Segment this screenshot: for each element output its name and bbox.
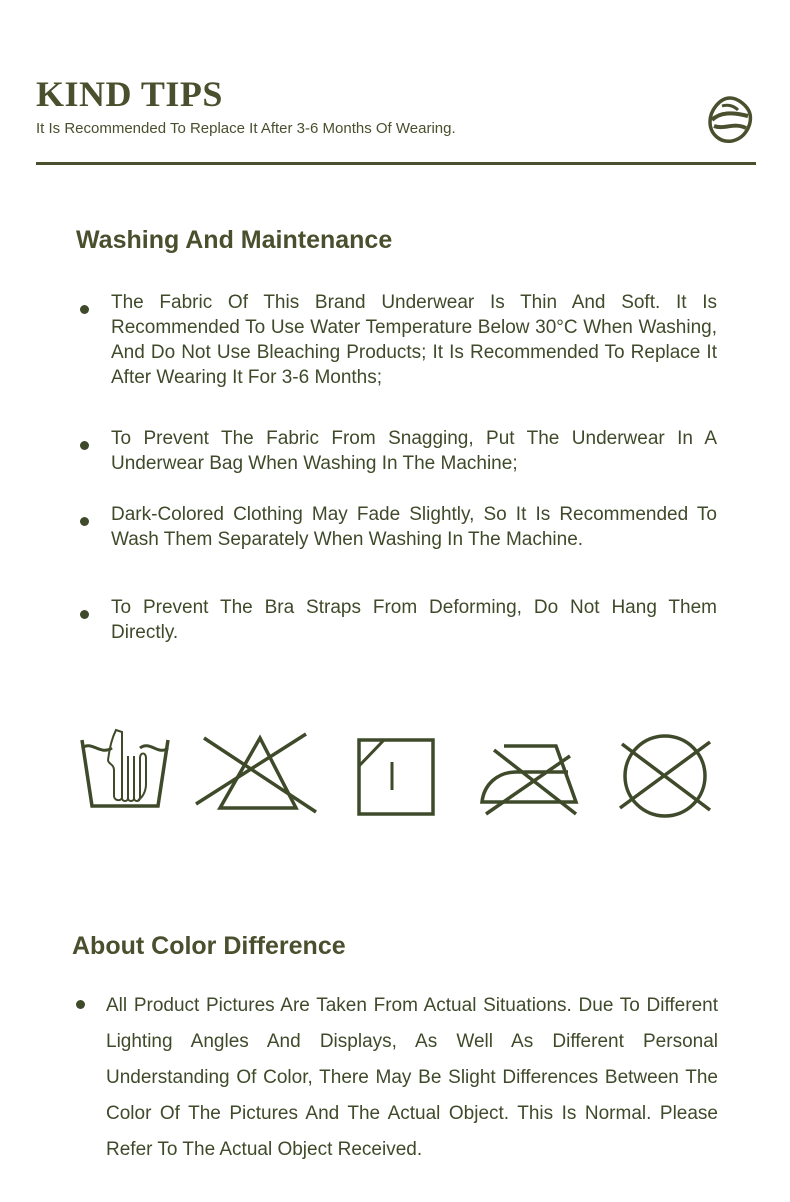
color-section-title: About Color Difference — [72, 932, 346, 960]
bullet-dot — [80, 610, 89, 619]
bullet-dot — [76, 1000, 85, 1009]
hand-wash-icon — [78, 726, 174, 814]
header-divider — [36, 162, 756, 165]
page-title: KIND TIPS — [36, 74, 223, 114]
do-not-dry-clean-icon — [616, 726, 714, 818]
bullet-dot — [80, 305, 89, 314]
care-icons-row — [78, 726, 718, 822]
list-item-text: To Prevent The Fabric From Snagging, Put The Underwear In A Underwear Bag When Washing In The Machine; — [111, 428, 717, 474]
list-item-text: To Prevent The Bra Straps From Deforming, Do Not Hang Them Directly. — [111, 597, 717, 643]
page-subtitle: It Is Recommended To Replace It After 3-6 Months Of Wearing. — [36, 120, 456, 137]
do-not-bleach-icon — [194, 726, 318, 816]
header — [36, 72, 756, 137]
drip-dry-icon — [356, 726, 436, 818]
do-not-iron-icon — [476, 726, 584, 818]
list-item-text: The Fabric Of This Brand Underwear Is Thin And Soft. It Is Recommended To Use Water Temperature Below 30°C When Washing, And Do Not Use Bleaching Products; It Is Recommended To Replace It After Wearing It For 3-6 Months; — [111, 292, 717, 388]
bullet-dot — [80, 517, 89, 526]
washing-section-title: Washing And Maintenance — [76, 226, 393, 254]
list-item-text: All Product Pictures Are Taken From Actual Situations. Due To Different Lighting Angles And Displays, As Well As Different Personal Understanding Of Color, There May Be Slight Differences Between The Color Of The Pictures And The Actual Object. This Is Normal. Please Refer To The Actual Object Received. — [106, 995, 718, 1160]
bullet-dot — [80, 441, 89, 450]
list-item-text: Dark-Colored Clothing May Fade Slightly, So It Is Recommended To Wash Them Separately When Washing In The Machine. — [111, 504, 717, 550]
brand-logo-icon — [704, 94, 756, 146]
